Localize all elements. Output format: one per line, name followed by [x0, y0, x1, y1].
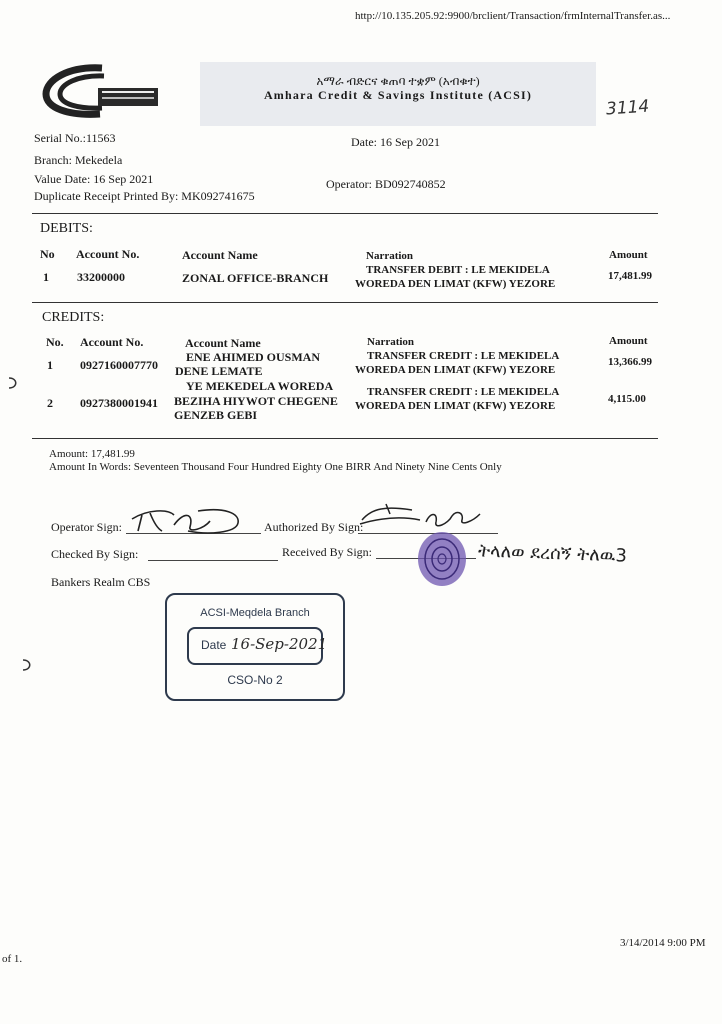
stamp-date-box	[187, 627, 328, 665]
amount-in-words: Amount In Words: Seventeen Thousand Four Hundred Eighty One BIRR And Ninety Nine Cents Only	[49, 461, 502, 473]
debits-header-no: No	[40, 247, 55, 261]
credit-row-no: 2	[47, 396, 53, 410]
debit-row-amount: 17,481.99	[608, 270, 652, 282]
value-date: Value Date: 16 Sep 2021	[34, 172, 154, 186]
credit-row-no: 1	[47, 358, 53, 372]
branch: Branch: Mekedela	[34, 153, 123, 167]
checked-sign-line	[148, 560, 278, 561]
credit-row-narration-line2: WOREDA DEN LIMAT (KFW) YEZORE	[355, 400, 556, 412]
debits-title: DEBITS:	[40, 221, 93, 236]
checked-sign-label: Checked By Sign:	[51, 547, 139, 561]
branch-stamp	[165, 593, 345, 701]
stamp-date-value: 16-Sep-2021	[231, 635, 328, 653]
received-handwriting: ትላለወ ደረሰኝ ትለዉ3	[477, 540, 628, 567]
credit-row-account-name-line1: YE MEKEDELA WOREDA	[186, 379, 334, 393]
received-sign-label: Received By Sign:	[282, 545, 372, 559]
credit-row-account-name-line2: DENE LEMATE	[175, 364, 263, 378]
credit-row-account-name-line3: GENZEB GEBI	[174, 408, 258, 422]
debits-header-narration: Narration	[366, 250, 414, 262]
operator-sign-label: Operator Sign:	[51, 520, 122, 534]
operator-id: Operator: BD092740852	[326, 177, 446, 191]
authorized-signature	[356, 500, 486, 534]
duplicate-printed-by: Duplicate Receipt Printed By: MK092741675	[34, 189, 255, 203]
credit-row-account-no: 0927160007770	[80, 358, 158, 372]
page-count: of 1.	[2, 953, 23, 965]
divider-middle	[32, 302, 658, 303]
fingerprint-seal	[414, 530, 470, 588]
credit-row-amount: 4,115.00	[608, 393, 646, 405]
credit-row-amount: 13,366.99	[608, 356, 652, 368]
punch-hole-mark	[6, 376, 20, 390]
debits-header-account-name: Account Name	[182, 248, 258, 262]
credits-header-account-no: Account No.	[80, 335, 144, 349]
credit-row-narration-line1: TRANSFER CREDIT : LE MEKIDELA	[367, 350, 560, 362]
debits-header-account-no: Account No.	[76, 247, 140, 261]
debit-row-narration-line2: WOREDA DEN LIMAT (KFW) YEZORE	[355, 278, 556, 290]
institute-name-english: Amhara Credit & Savings Institute (ACSI)	[263, 88, 533, 102]
print-url: http://10.135.205.92:9900/brclient/Transaction/frmInternalTransfer.as...	[355, 10, 671, 22]
print-timestamp: 3/14/2014 9:00 PM	[620, 937, 706, 949]
handwritten-reference: 3114	[605, 96, 650, 120]
institute-header	[200, 62, 596, 126]
credits-header-amount: Amount	[609, 335, 648, 347]
credits-header-no: No.	[46, 335, 64, 349]
credits-title: CREDITS:	[42, 310, 105, 325]
operator-signature	[128, 503, 244, 537]
serial-number: Serial No.:11563	[34, 131, 116, 145]
credit-row-narration-line1: TRANSFER CREDIT : LE MEKIDELA	[367, 386, 560, 398]
stamp-date-label: Date	[201, 638, 227, 652]
stamp-branch: ACSI-Meqdela Branch	[200, 607, 310, 619]
total-amount: Amount: 17,481.99	[49, 448, 135, 460]
credit-row-account-no: 0927380001941	[80, 396, 158, 410]
credits-header-account-name: Account Name	[185, 336, 261, 350]
system-name: Bankers Realm CBS	[51, 575, 151, 589]
debit-row-account-name: ZONAL OFFICE-BRANCH	[182, 271, 329, 285]
stamp-cso: CSO-No 2	[227, 673, 283, 687]
authorized-sign-label: Authorized By Sign:	[264, 520, 364, 534]
credit-row-narration-line2: WOREDA DEN LIMAT (KFW) YEZORE	[355, 364, 556, 376]
divider-bottom	[32, 438, 658, 439]
credit-row-account-name-line1: ENE AHIMED OUSMAN	[186, 350, 321, 364]
debit-row-narration-line1: TRANSFER DEBIT : LE MEKIDELA	[366, 264, 550, 276]
debit-row-account-no: 33200000	[77, 270, 125, 284]
divider-top	[32, 213, 658, 214]
debit-row-no: 1	[43, 270, 49, 284]
credit-row-account-name-line2: BEZIHA HIYWOT CHEGENE	[174, 394, 338, 408]
credits-header-narration: Narration	[367, 336, 415, 348]
punch-hole-mark	[20, 658, 34, 672]
acsi-logo	[40, 62, 162, 120]
institute-name-amharic: አማራ ብድርና ቁጠባ ተቋም (አብቁተ)	[316, 74, 480, 88]
receipt-date: Date: 16 Sep 2021	[351, 135, 440, 149]
debits-header-amount: Amount	[609, 249, 648, 261]
